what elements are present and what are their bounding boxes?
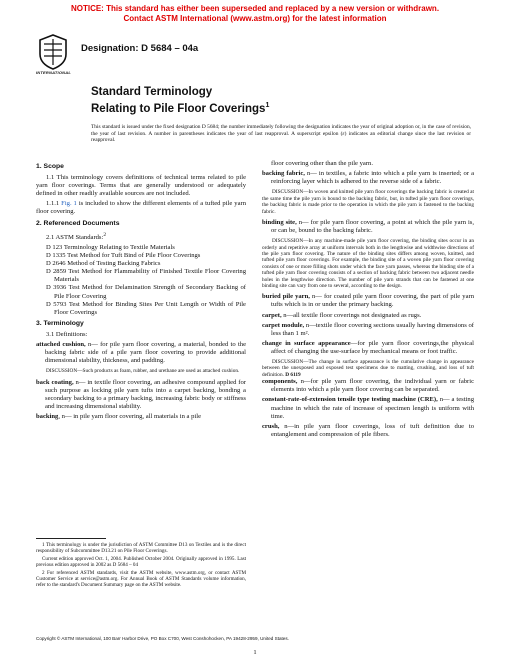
definition-cre: constant-rate-of-extension tensile type testing machine (CRE), n— a testing machine in which the rate of increase of specimen length is uniform with time.: [262, 396, 474, 420]
footnote-divider: [36, 538, 106, 539]
right-column: [262, 160, 474, 441]
footnotes: [36, 542, 246, 590]
logo-text: INTERNATIONAL: [36, 70, 71, 75]
scope-paragraph-2: 1.1.1 Fig. 1 is included to show the different elements of a tufted pile yarn floor covering.: [36, 200, 246, 216]
definition-buried-pile-yarn: buried pile yarn, n— for coated pile yarn floor covering, the part of pile yarn tufts which is in or under the primary backing.: [262, 293, 475, 309]
scope-heading: 1. Scope: [36, 163, 64, 170]
referenced-documents-heading: 2. Referenced Documents: [36, 219, 120, 227]
title-footnote-ref: 1: [265, 102, 270, 109]
definition-components: components, n—for pile yarn floor covering, the individual yarn or fabric elements into which a pile yarn floor covering can be separated.: [262, 378, 474, 394]
definition-backing-fabric: backing fabric, n— in textiles, a fabric into which a pile yarn is inserted; or a reinforcing layer which is adhered to the reverse side of a fabric.: [262, 170, 475, 186]
designation: Designation: D 5684 – 04a: [81, 43, 199, 54]
left-column: [36, 160, 246, 423]
discussion-change-in-surface-appearance: DISCUSSION—The change in surface appearance is the cumulative change in appearance between the unexposed and exposed test specimens due to matting, crushing, and loss of tuft definition. D 6119: [262, 359, 474, 378]
footnote-1: 1 This terminology is under the jurisdiction of ASTM Committee D13 on Textiles and is the direct responsibility of Subcommittee D13.21 on Pile Floor Coverings.: [36, 542, 246, 555]
page-number: 1: [253, 649, 257, 656]
definition-crush: crush, n—in pile yarn floor coverings, loss of tuft definition due to entanglement and compression of pile fibers.: [262, 422, 474, 438]
reference-d6119: D 6119: [285, 371, 301, 378]
astm-standards-label: 2.1 ASTM Standards:$^2$: [46, 231, 107, 241]
scope-paragraph-1: 1.1 This terminology covers definitions of technical terms related to pile yarn floor coverings. Terms that are generally understood or adequately defined in other readily available sources are not included.: [36, 174, 246, 198]
notice-line-2: Contact ASTM International (www.astm.org) for the latest information: [123, 14, 387, 23]
definition-change-in-surface-appearance: change in surface appearance—for pile yarn floor coverings,the physical affect of changing the use-surface by mechanical means or foot traffic.: [262, 339, 474, 355]
astm-logo-icon: [38, 34, 68, 70]
ref-item: D 2859 Test Method for Flammability of Finished Textile Floor Covering Materials: [46, 268, 246, 284]
title-line-2: Relating to Pile Floor Coverings$^1$: [91, 102, 270, 115]
definition-back-coating: back coating, n— in textile floor covering, an adhesive compound applied for such purpose as locking pile yarn tufts into a carpet backing, bonding a secondary backing to a primary backing, increasing fabric body or stiffness and increasing dimensional stability.: [36, 378, 246, 410]
discussion-backing-fabric: DISCUSSION—In woven and knitted pile yarn floor coverings the backing fabric is created at the same time the pile yarn is bound to the backing fabric, but, in tufted pile yarn floor coverings, the backing fabric is made prior to the operation in which the pile yarn is fastened to the backing fabric.: [262, 189, 474, 215]
ref-item: D 2646 Method of Testing Backing Fabrics: [46, 260, 161, 268]
fig-1-link[interactable]: Fig. 1: [61, 200, 77, 208]
ref-item: D 123 Terminology Relating to Textile Materials: [46, 243, 175, 251]
title-line-1: Standard Terminology: [91, 86, 213, 98]
ref-item: D 1335 Test Method for Tuft Bind of Pile Floor Coverings: [46, 252, 201, 260]
definition-backing: backing, n— in pile yarn floor covering, all materials in a pile: [36, 413, 201, 421]
copyright-line: Copyright © ASTM International, 100 Barr Harbor Drive, PO Box C700, West Conshohocken, PA 19428-2959, United States.: [36, 636, 289, 641]
footnote-2: 2 For referenced ASTM standards, visit the ASTM website, www.astm.org, or contact ASTM Customer Service at service@astm.org. For Annual Book of ASTM Standards volume information, refer to the standard's Document Summary page on the ASTM website.: [36, 569, 246, 589]
footnote-1-edition: Current edition approved Oct. 1, 2004. Published October 2004. Originally approved in 1995. Last previous edition approved in 2002 as D 5684 – 04: [36, 555, 246, 569]
definition-carpet-module: carpet module, n—textile floor covering sections usually having dimensions of less than 1 m².: [262, 321, 474, 337]
definition-backing-continued: floor covering other than the pile yarn.: [271, 160, 373, 167]
definition-attached-cushion: attached cushion, n— for pile yarn floor covering, a material, bonded to the backing fabric side of a pile yarn floor covering to provide additional dimensional stability, thickness, and padding.: [36, 340, 246, 365]
discussion-attached-cushion: DISCUSSION—Such products as foam, rubber, and urethane are used as attached cushion.: [46, 368, 240, 375]
ref-item: D 3936 Test Method for Delamination Strength of Secondary Backing of Pile Floor Covering: [46, 284, 246, 300]
definition-binding-site: binding site, n— for pile yarn floor covering, a point at which the pile yarn is, or can be, bound to the backing fabric.: [262, 218, 474, 234]
discussion-binding-site: DISCUSSION—In any machine-made pile yarn floor covering, the binding sites occur in an orderly and repetitive array at uniform intervals both in the lengthwise and widthwise directions of the pile yarn floor covering. The nature of the binding sites differs among woven, knitted, and tufted pile yarn floor coverings. For example, the binding site of a woven pile yarn floor covering consists of one or more filling shots under which the face yarn passes, whereas the binding site of a tufted pile yarn floor covering consists of a section of backing fabric between two adjacent needle holes in the lengthwise direction. The number of pile yarn strands that can be fastened at one binding site can vary from one to several, according to the design.: [262, 238, 474, 289]
definitions-label: 3.1 Definitions:: [46, 330, 88, 338]
page-title: [91, 86, 269, 116]
notice-line-1: NOTICE: This standard has either been superseded and replaced by a new version or withdrawn.: [70, 4, 440, 13]
ref-item: D 5793 Test Method for Binding Sites Per Unit Length or Width of Pile Floor Coverings: [46, 300, 246, 316]
issuance-statement: This standard is issued under the fixed designation D 5684; the number immediately following the designation indicates the year of original adoption or, in the case of revision, the year of last revision. A number in parentheses indicates the year of last reapproval. A superscript epsilon (ε) indicates an editorial change since the last revision or reapproval.: [91, 124, 471, 144]
definition-carpet: carpet, n—all textile floor coverings not designated as rugs.: [262, 311, 422, 319]
terminology-heading: 3. Terminology: [36, 319, 84, 327]
supersede-notice: [0, 4, 510, 24]
